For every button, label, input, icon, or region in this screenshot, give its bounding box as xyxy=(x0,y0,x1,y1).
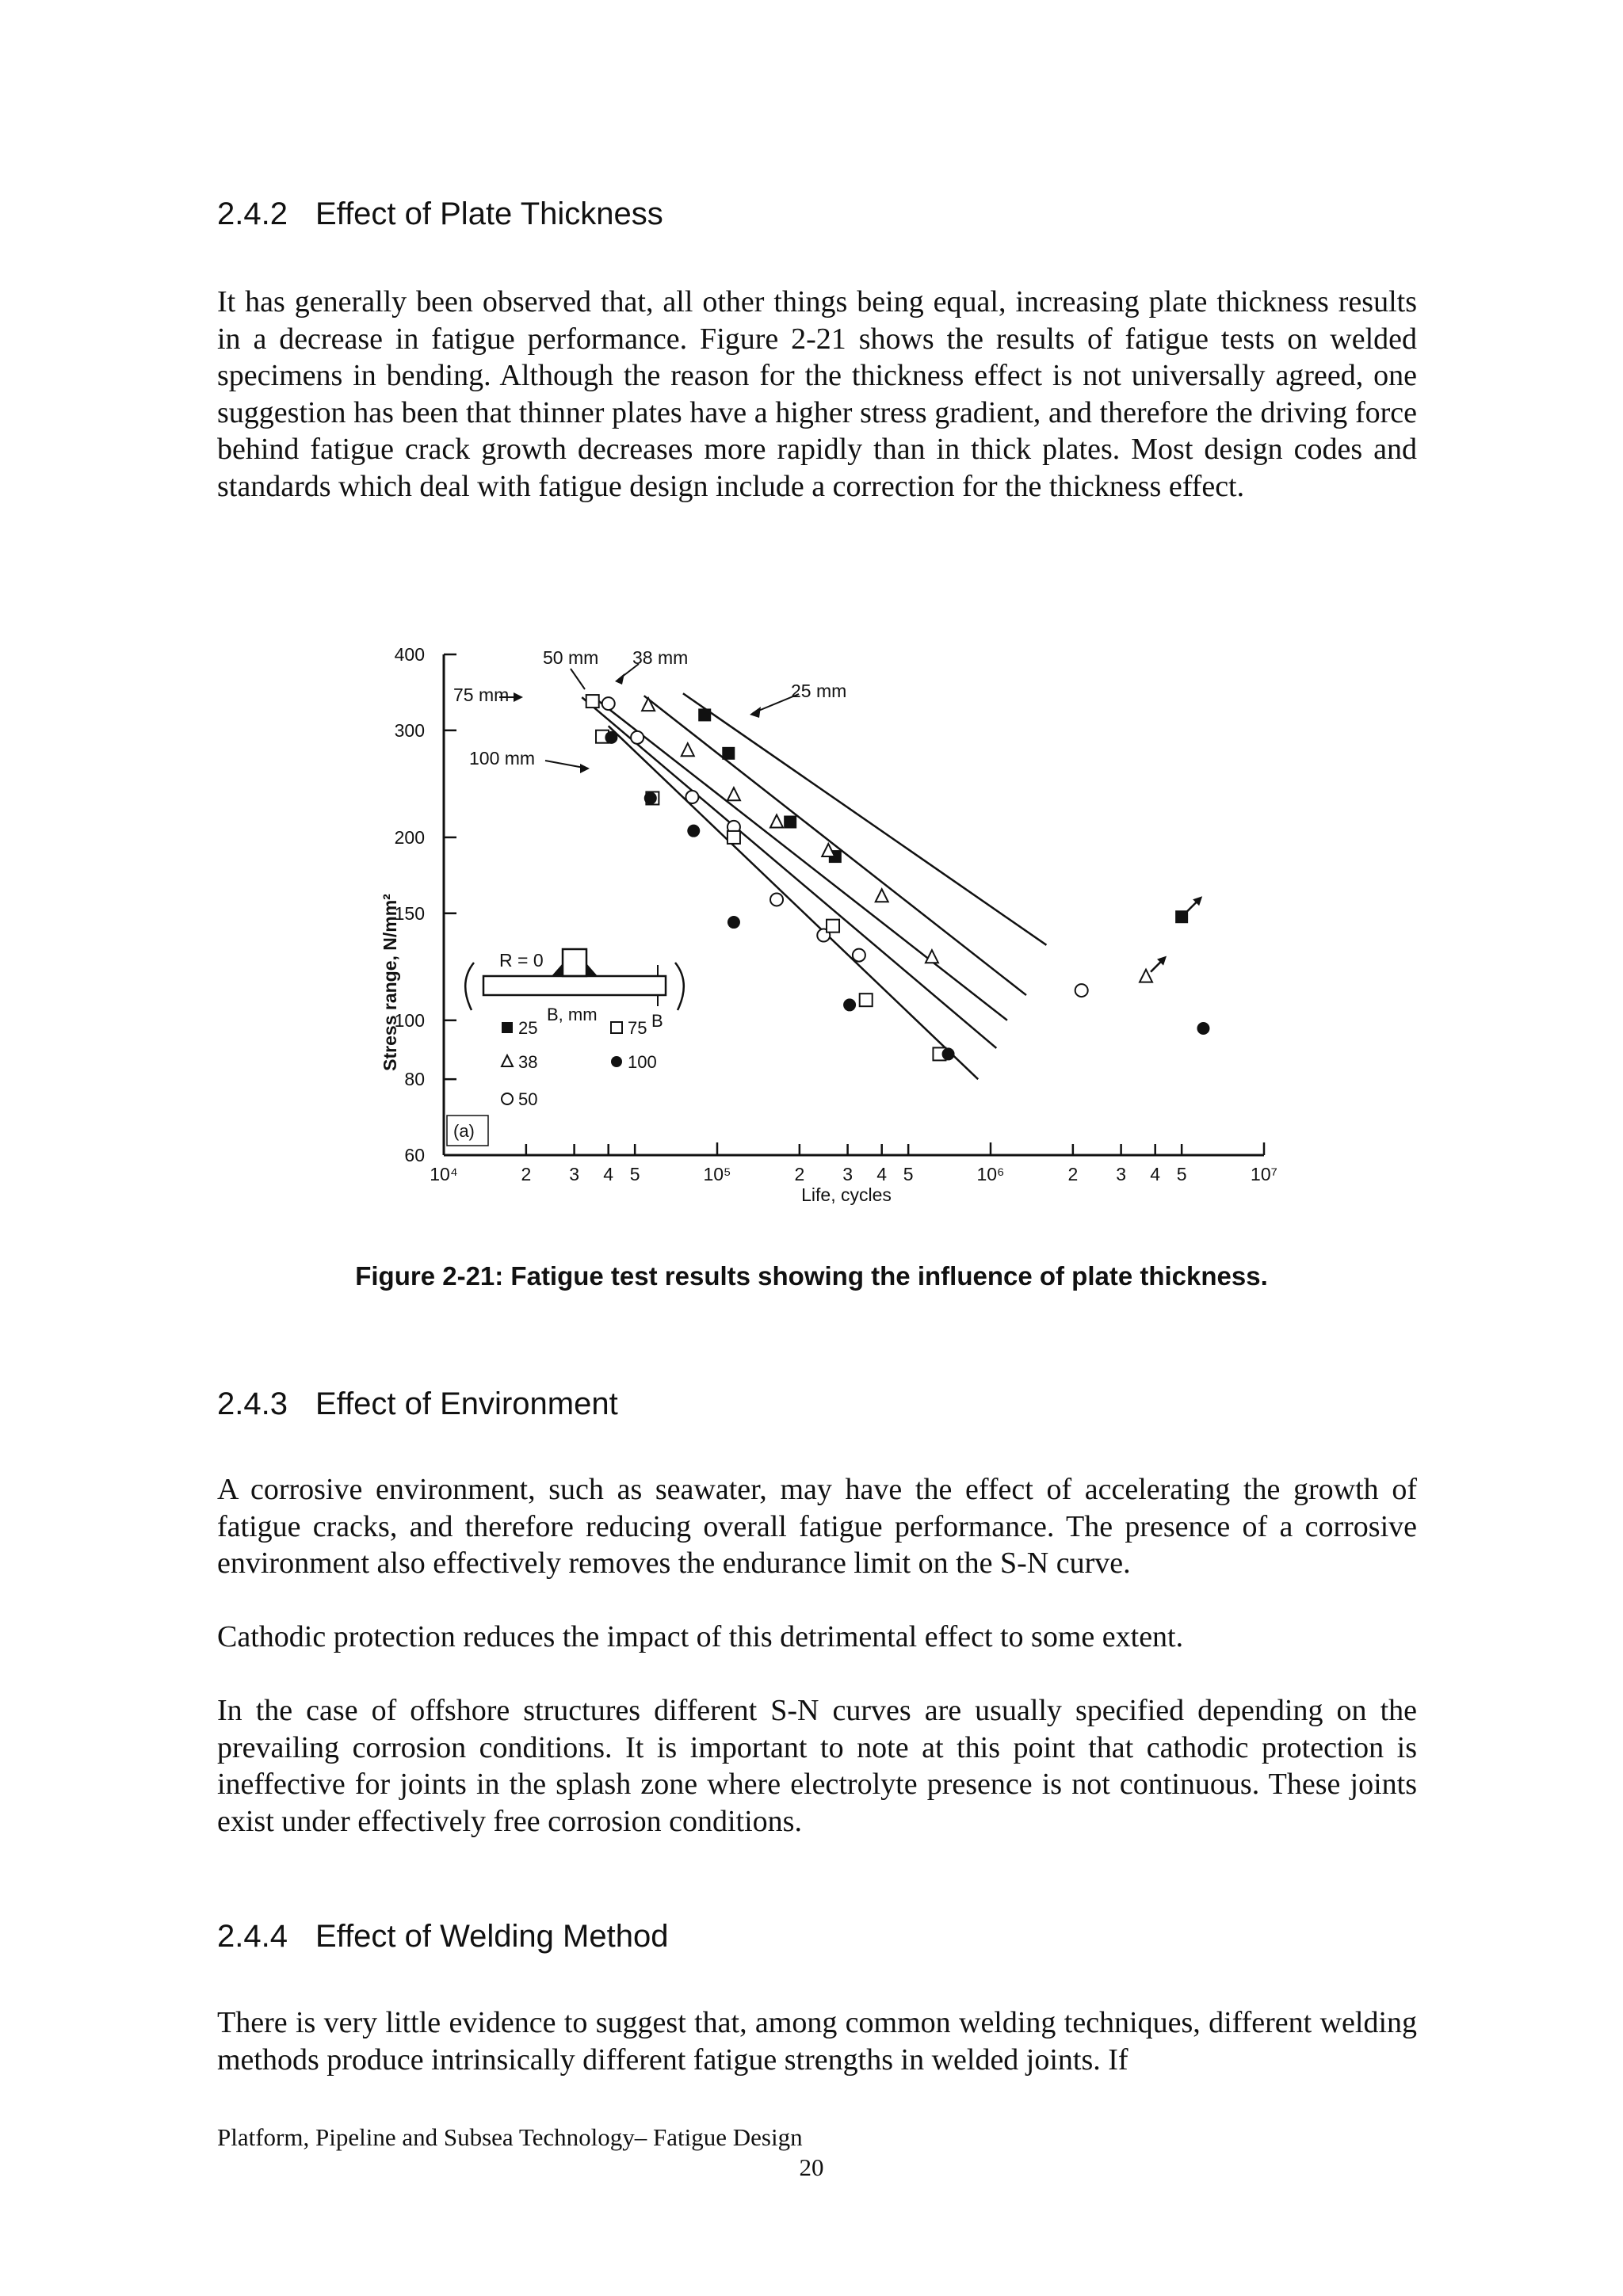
figure-caption: Figure 2-21: Fatigue test results showing the influence of plate thickness. xyxy=(355,1261,1268,1291)
paragraph-offshore: In the case of offshore structures different S-N curves are usually specified depending on the prevailing corrosion conditions. It is important to note at this point that cathodic protection is ineffective for joints in the splash zone where electrolyte presence is not continuous. These joints exist under effectively free corrosion conditions. xyxy=(217,1694,1417,1838)
x-tick-label: 4 xyxy=(1150,1164,1161,1184)
x-tick-label: 2 xyxy=(521,1164,532,1184)
section-heading xyxy=(217,196,663,232)
data-point-38mm xyxy=(682,743,694,756)
y-tick-label: 200 xyxy=(394,826,425,848)
attachment-icon xyxy=(563,949,586,976)
y-tick-label: 100 xyxy=(394,1009,425,1031)
section-title: Effect of Welding Method xyxy=(315,1919,669,1954)
bending-moment-left-icon xyxy=(465,963,474,1010)
data-point-38mm xyxy=(642,698,655,711)
data-point-100mm xyxy=(605,731,617,744)
data-point-75mm xyxy=(827,920,839,933)
fit-line-25mm xyxy=(683,693,1047,945)
legend-label: 75 xyxy=(628,1018,647,1038)
data-point-38mm xyxy=(727,788,740,800)
thickness-dimension-icon xyxy=(654,965,662,1006)
section-title: Effect of Plate Thickness xyxy=(315,196,663,231)
x-tick-label: 10⁶ xyxy=(976,1164,1005,1184)
arrowhead-icon xyxy=(580,764,590,773)
paragraph-thickness: It has generally been observed that, all other things being equal, increasing plate thickness results in a decrease in fatigue performance. Figure 2-21 shows the results of fatigue tests on welded specimens in bending. Although the reason for the thickness effect is not universally agreed, one suggestion has been that thinner plates have a higher stress gradient, and therefore the driving force behind fatigue crack growth decreases more rapidly than in thick plates. Most design codes and standards which deal with fatigue design include a correction for the thickness effect. xyxy=(217,285,1417,503)
data-point-50mm xyxy=(685,791,698,803)
legend-marker xyxy=(502,1022,513,1033)
legend-marker xyxy=(502,1055,513,1066)
y-tick-label: 400 xyxy=(394,644,425,665)
data-point-50mm xyxy=(602,697,615,710)
thickness-symbol: B xyxy=(651,1011,663,1031)
panel-label: (a) xyxy=(453,1121,475,1141)
chart-legend xyxy=(502,1018,657,1109)
arrowhead-icon xyxy=(615,673,624,685)
section-number: 2.4.4 xyxy=(217,1919,288,1954)
data-point-38mm xyxy=(822,844,834,856)
data-point-50mm xyxy=(770,893,783,906)
x-tick-label: 5 xyxy=(1176,1164,1187,1184)
legend-marker xyxy=(611,1056,622,1067)
bending-moment-right-icon xyxy=(675,963,684,1010)
x-tick-label: 5 xyxy=(629,1164,640,1184)
fatigue-chart xyxy=(380,634,1277,1220)
paragraph-cathodic: Cathodic protection reduces the impact of this detrimental effect to some extent. xyxy=(217,1620,1184,1653)
section-heading xyxy=(217,1919,668,1955)
y-axis-label: Stress range, N/mm² xyxy=(380,894,400,1071)
legend-title: B, mm xyxy=(547,1005,598,1024)
annotation-25mm: 25 mm xyxy=(791,681,847,701)
y-tick-label: 80 xyxy=(404,1069,425,1090)
section-heading xyxy=(217,1386,618,1422)
y-ticks xyxy=(395,644,456,1165)
arrowhead-icon xyxy=(750,707,761,718)
annotation-50mm: 50 mm xyxy=(543,647,599,668)
paragraph-welding: There is very little evidence to suggest that, among common welding techniques, different welding methods produce intrinsically different fatigue strengths in welded joints. If xyxy=(217,2006,1417,2077)
data-point-50mm xyxy=(631,731,643,744)
x-tick-label: 4 xyxy=(603,1164,614,1184)
x-tick-label: 3 xyxy=(569,1164,580,1184)
legend-label: 100 xyxy=(628,1052,657,1072)
runout-point-25mm xyxy=(1175,910,1188,923)
data-point-25mm xyxy=(698,708,711,721)
x-ticks xyxy=(430,1142,1277,1184)
leader-50mm xyxy=(571,669,585,689)
footer-text: Platform, Pipeline and Subsea Technology– Fatigue Design xyxy=(217,2123,803,2151)
data-point-25mm xyxy=(784,816,796,829)
y-tick-label: 60 xyxy=(404,1145,425,1165)
x-tick-label: 10⁵ xyxy=(703,1164,731,1184)
x-tick-label: 3 xyxy=(1116,1164,1127,1184)
data-point-50mm xyxy=(1075,984,1088,997)
paragraph-environment: A corrosive environment, such as seawater, may have the effect of accelerating the growth of fatigue cracks, and therefore reducing overall fatigue performance. The presence of a corrosive environment also effectively removes the endurance limit on the S-N curve. xyxy=(217,1473,1417,1580)
data-point-38mm xyxy=(876,889,888,902)
section-title: Effect of Environment xyxy=(315,1386,618,1421)
weld-icon xyxy=(586,963,598,976)
annotation-38mm: 38 mm xyxy=(632,647,689,668)
chart-axes xyxy=(444,654,1264,1155)
fit-line-100mm xyxy=(609,726,979,1079)
data-point-75mm xyxy=(586,695,599,707)
data-point-50mm xyxy=(853,949,865,962)
data-point-100mm xyxy=(644,791,657,804)
legend-marker xyxy=(502,1093,513,1104)
legend-label: 50 xyxy=(518,1089,538,1109)
x-axis-label: Life, cycles xyxy=(801,1184,892,1205)
x-tick-label: 2 xyxy=(1067,1164,1079,1184)
data-point-38mm xyxy=(770,815,783,828)
section-number: 2.4.3 xyxy=(217,1386,288,1421)
x-tick-label: 5 xyxy=(903,1164,914,1184)
weld-icon xyxy=(552,963,563,976)
runout-point-100mm xyxy=(1197,1022,1209,1035)
stress-ratio-label: R = 0 xyxy=(499,950,544,971)
specimen-plate-icon xyxy=(483,976,666,995)
data-point-75mm xyxy=(860,994,873,1006)
annotation-75mm: 75 mm xyxy=(453,685,510,705)
data-point-75mm xyxy=(727,831,740,844)
x-tick-label: 3 xyxy=(842,1164,854,1184)
data-point-100mm xyxy=(687,825,700,837)
section-number: 2.4.2 xyxy=(217,196,288,231)
data-point-100mm xyxy=(942,1047,955,1060)
x-tick-label: 10⁴ xyxy=(430,1164,458,1184)
x-tick-label: 2 xyxy=(794,1164,805,1184)
legend-label: 38 xyxy=(518,1052,538,1072)
page-number: 20 xyxy=(799,2153,824,2181)
legend-label: 25 xyxy=(518,1018,538,1038)
specimen-inset xyxy=(447,949,684,1146)
data-point-100mm xyxy=(843,998,856,1011)
fit-line-38mm xyxy=(644,696,1026,995)
arrowhead-icon xyxy=(514,692,523,702)
data-point-38mm xyxy=(926,950,938,963)
y-tick-label: 300 xyxy=(394,719,425,741)
data-point-25mm xyxy=(722,747,735,760)
legend-marker xyxy=(611,1022,622,1033)
x-tick-label: 10⁷ xyxy=(1251,1164,1277,1184)
data-point-100mm xyxy=(727,916,740,929)
y-tick-label: 150 xyxy=(394,902,425,924)
annotation-100mm: 100 mm xyxy=(469,748,536,769)
x-tick-label: 4 xyxy=(876,1164,888,1184)
